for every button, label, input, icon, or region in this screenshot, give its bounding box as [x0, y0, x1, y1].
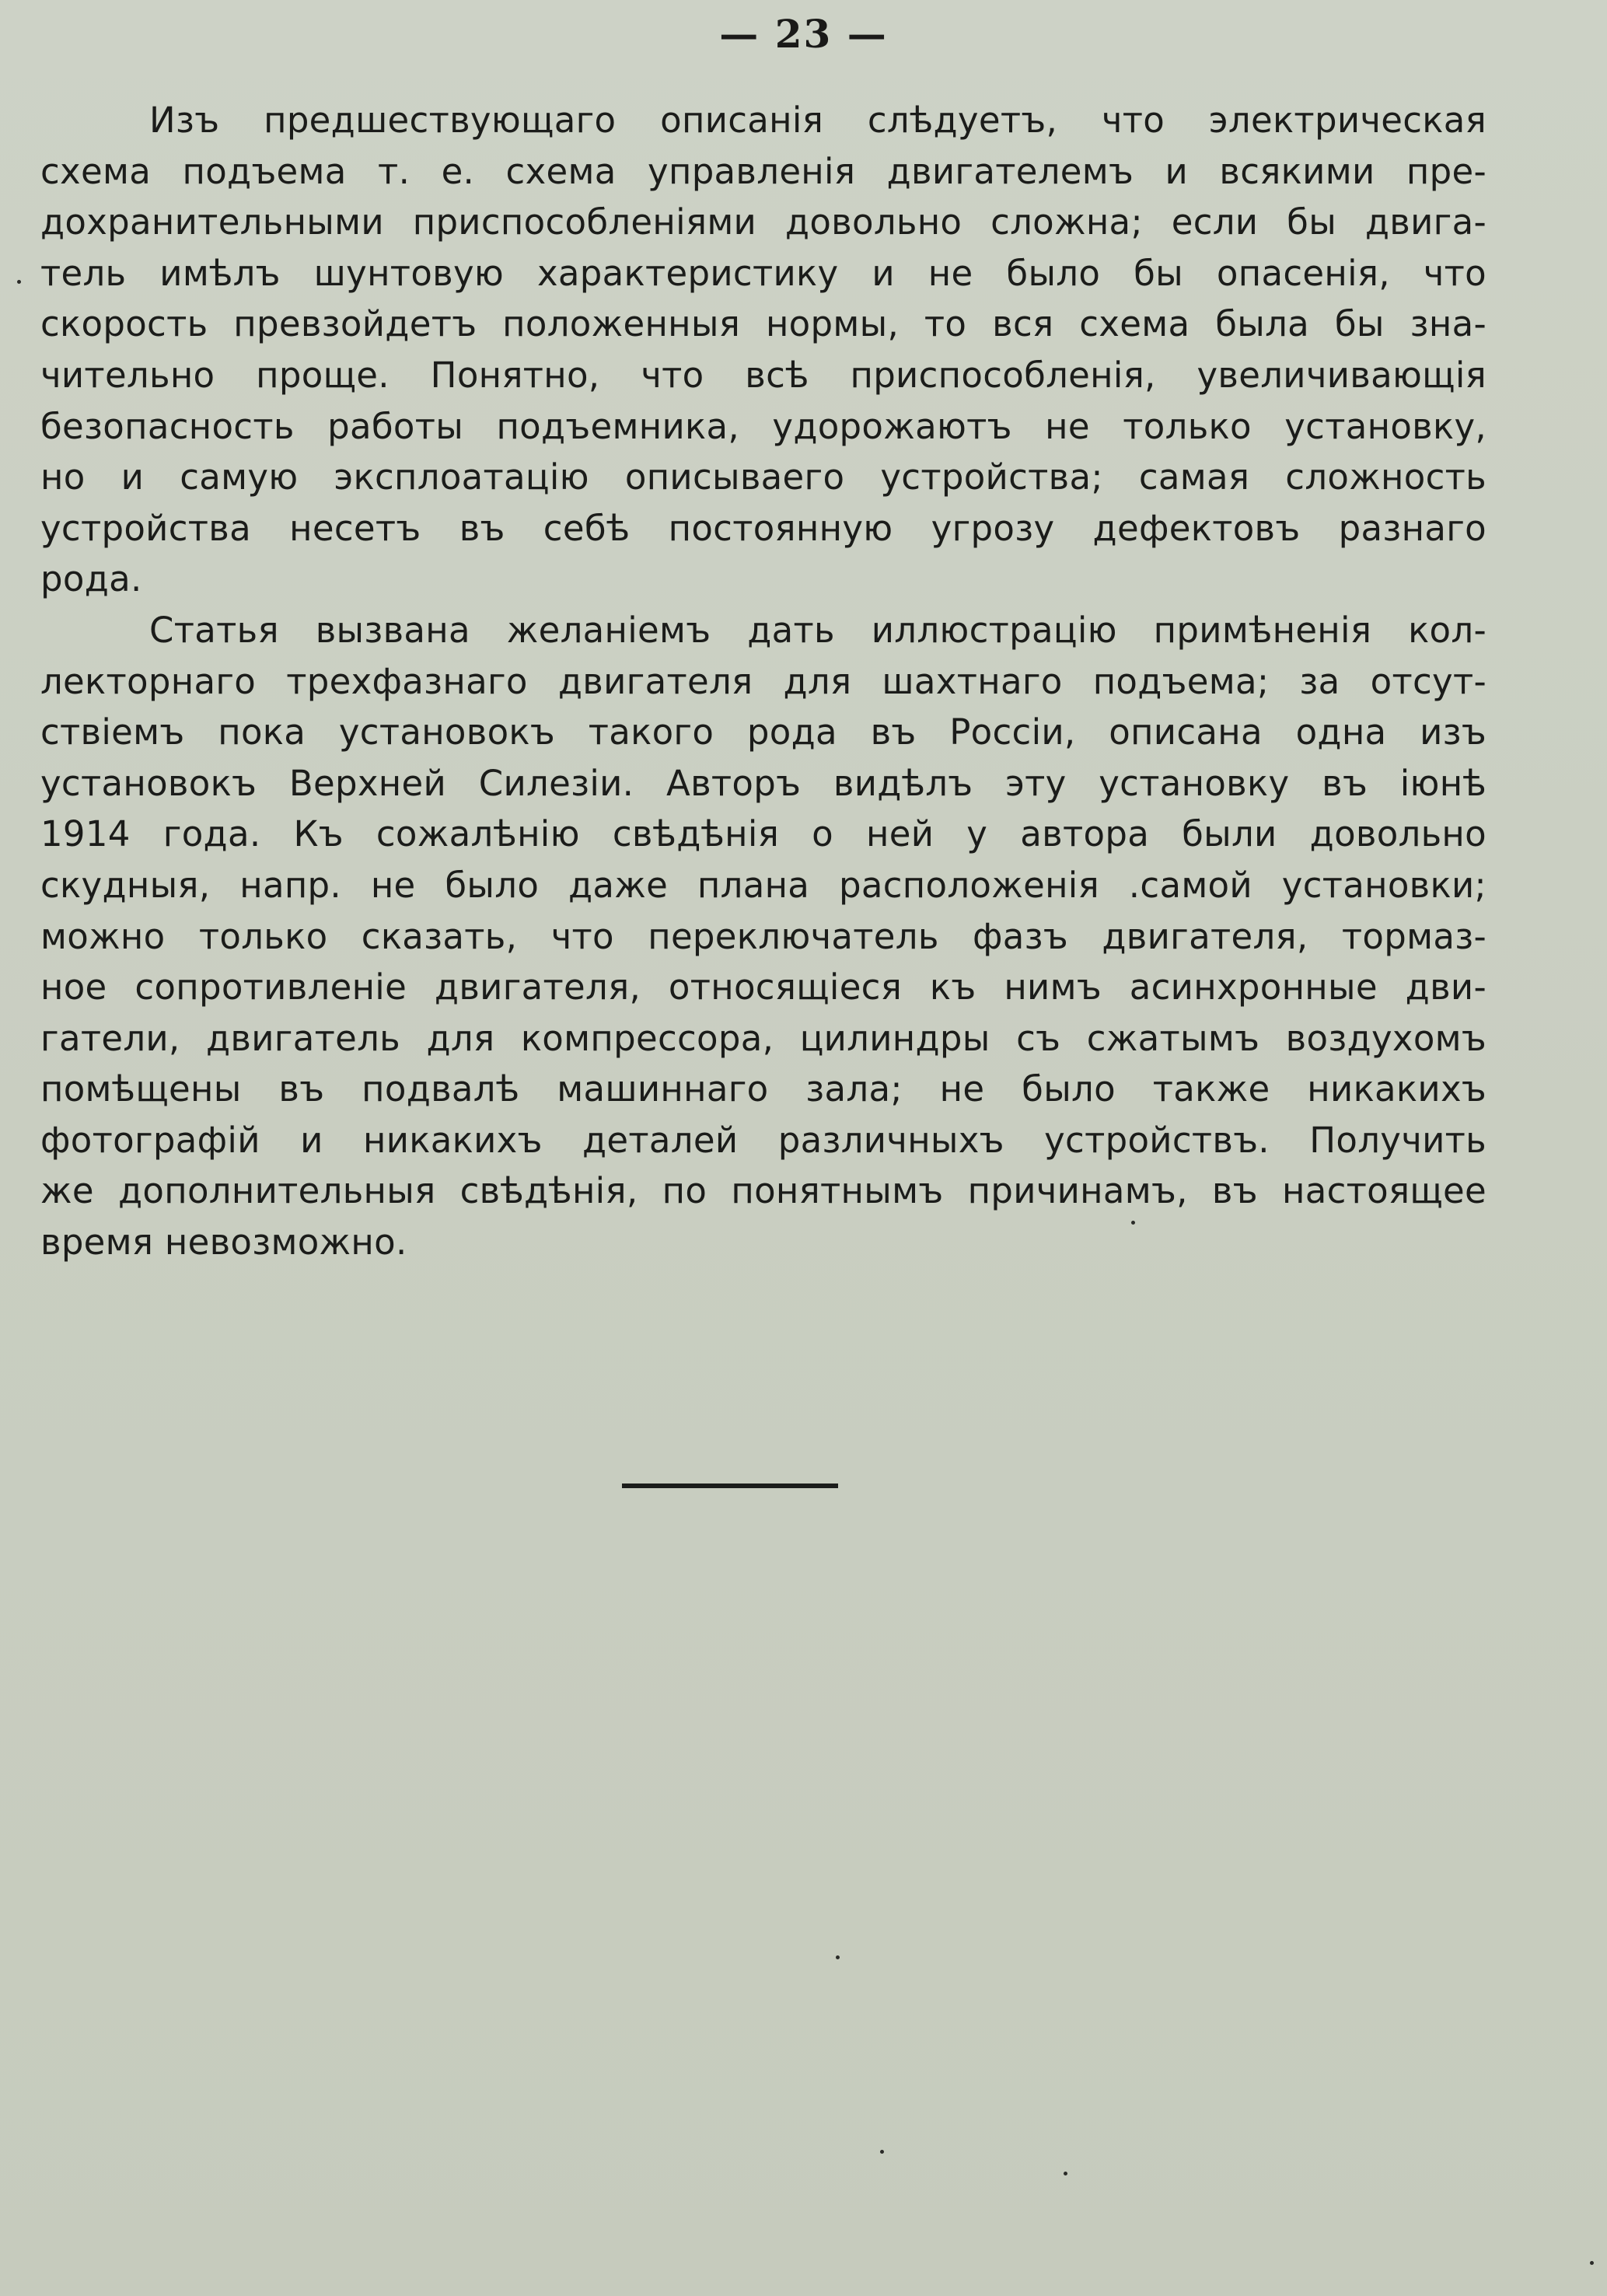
- paper-speck: [1064, 2172, 1067, 2175]
- paper-speck: [880, 2150, 884, 2154]
- text-line: же дополнительныя свѣдѣнія, по понятнымъ причинамъ, въ настоящее: [40, 1170, 1486, 1212]
- paper-speck: [1131, 1221, 1135, 1225]
- text-line: но и самую эксплоатацію описываего устройства; самая сложность: [40, 456, 1486, 498]
- page-number: — 23 —: [719, 11, 888, 57]
- text-line: устройства несетъ въ себѣ постоянную угрозу дефектовъ разнаго: [40, 507, 1486, 549]
- text-line: помѣщены въ подвалѣ машиннаго зала; не было также никакихъ: [40, 1068, 1486, 1110]
- text-line: дохранительными приспособленіями довольно сложна; если бы двига-: [40, 201, 1486, 243]
- text-line: тель имѣлъ шунтовую характеристику и не было бы опасенія, что: [40, 252, 1486, 294]
- paragraph-1: [40, 95, 1486, 605]
- text-line: гатели, двигатель для компрессора, цилиндры съ сжатымъ воздухомъ: [40, 1017, 1486, 1059]
- paper-speck: [17, 280, 21, 284]
- text-line: фотографій и никакихъ деталей различныхъ устройствъ. Получить: [40, 1119, 1486, 1161]
- text-line: рода.: [40, 558, 142, 600]
- text-line: скорость превзойдетъ положенныя нормы, то вся схема была бы зна-: [40, 303, 1486, 345]
- text-line: ствіемъ пока установокъ такого рода въ Россіи, описана одна изъ: [40, 711, 1486, 753]
- text-line: Статья вызвана желаніемъ дать иллюстрацію примѣненія кол-: [149, 609, 1486, 651]
- text-line: безопасность работы подъемника, удорожаютъ не только установку,: [40, 405, 1486, 447]
- text-line: скудныя, напр. не было даже плана расположенія .самой установки;: [40, 864, 1486, 906]
- text-line: чительно проще. Понятно, что всѣ приспособленія, увеличивающія: [40, 354, 1486, 396]
- text-line: время невозможно.: [40, 1221, 407, 1263]
- text-line: схема подъема т. е. схема управленія двигателемъ и всякими пре-: [40, 150, 1486, 192]
- text-line: можно только сказать, что переключатель фазъ двигателя, тормаз-: [40, 915, 1486, 957]
- paper-speck: [836, 1955, 840, 1959]
- paragraph-2: [40, 605, 1486, 1268]
- text-line: установокъ Верхней Силезіи. Авторъ видѣлъ эту установку въ іюнѣ: [40, 762, 1486, 804]
- text-line: Изъ предшествующаго описанія слѣдуетъ, что электрическая: [149, 100, 1486, 141]
- text-line: ное сопротивленіе двигателя, относящіеся къ нимъ асинхронные дви-: [40, 966, 1486, 1008]
- text-line: лекторнаго трехфазнаго двигателя для шахтнаго подъема; за отсут-: [40, 660, 1486, 702]
- body-text: [40, 95, 1486, 1268]
- end-rule-divider: [622, 1483, 838, 1488]
- paper-speck: [1590, 2261, 1594, 2265]
- text-line: 1914 года. Къ сожалѣнію свѣдѣнія о ней у автора были довольно: [40, 813, 1486, 855]
